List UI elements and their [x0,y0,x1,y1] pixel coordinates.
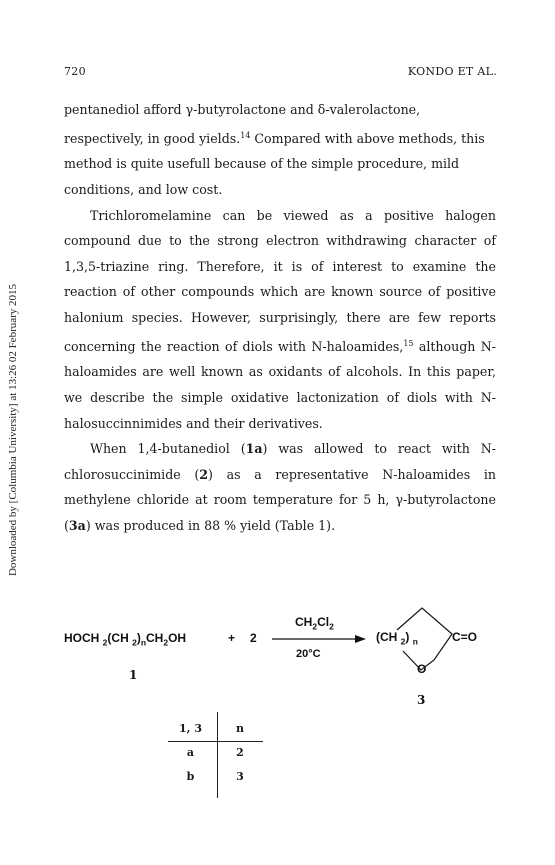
reference-14: 14 [240,130,251,140]
download-note-text: Downloaded by [Columbia University] at 13:26 02 February 2015 [7,283,19,577]
table-row-a-n: 2 [236,746,244,759]
paragraph-3-text-e: ) was produced in 88 % yield (Table 1). [85,517,336,533]
body-text [64,97,496,538]
paragraph-3-text-d: ) as a representative N-haloamides in methylene chloride at room temperature for 5 h, γ-butyrolactone ( [64,466,496,533]
table-vertical-rule [217,712,218,798]
paragraph-2-text-b: although N-haloamides are well known as oxidants of alcohols. In this paper, we describe the simple oxidative lactonization of diols with N-halosuccinnimides and their derivatives. [64,338,496,431]
plus-sign: + [228,631,236,645]
scheme-graphics [0,598,555,718]
reactant-number: 1 [129,668,138,682]
table-header-compound: 1, 3 [179,722,202,735]
temperature-label: 20°C [296,648,321,660]
reagent-ch: CH [295,615,313,629]
paragraph-2-text-a: Trichloromelamine can be viewed as a positive halogen compound due to the strong electron withdrawing character of 1,3,5-triazine ring. Therefore, it is of interest to examine the reaction of other compounds which are known source of positive halonium species. However, surprisingly, there are few reports concerning the reaction of diols with N-haloamides, [64,207,496,354]
compound-3a: 3a [68,517,86,533]
paragraph-2 [64,203,496,437]
table-header-n: n [236,722,244,735]
table-horizontal-rule [168,741,263,742]
page-header [64,65,497,81]
reagent-cl: Cl [317,615,330,629]
reference-15: 15 [403,338,414,348]
compound-1a: 1a [245,441,263,457]
download-watermark [3,240,23,620]
reagent-coefficient: 2 [250,631,257,645]
paragraph-1 [64,97,496,203]
table-row-b-n: 3 [236,770,244,783]
carbonyl-group: C=O [452,630,478,644]
paragraph-3 [64,436,496,538]
compound-2: 2 [199,466,209,482]
reagent-subscript-2: 2 [329,621,334,632]
paragraph-3-text-c: ) was allowed to react with N-chlorosuccinimide ( [64,441,496,482]
ring-oxygen: O [417,662,427,676]
ring-ch2-group: (CH $_2$) $_n$ [376,630,418,647]
paragraph-1-text-a: respectively, in good yields. [64,130,241,146]
paragraph-1-line-1: pentanediol afford γ-butyrolactone and δ-valerolactone, [64,102,421,117]
paragraph-3-text-a: When 1,4-butanediol ( [90,441,246,457]
table-row-a-compound: a [186,746,195,759]
reagent-subscript-1: 2 [312,621,318,632]
page-number: 720 [64,65,86,78]
running-head: KONDO ET AL. [407,65,497,78]
reaction-scheme [0,598,555,718]
paragraph-1-text-b: Compared with above methods, this method is quite usefull because of the simple procedure, mild conditions, and low cost. [64,130,485,197]
table-row-b-compound: b [186,770,195,783]
diol-reactant: HOCH $_2$(CH $_2)_nCH_2OH$ [64,631,187,648]
product-number: 3 [417,693,426,707]
solvent-label [295,615,334,631]
n-values-table [168,712,268,812]
reaction-arrowhead [355,635,366,643]
